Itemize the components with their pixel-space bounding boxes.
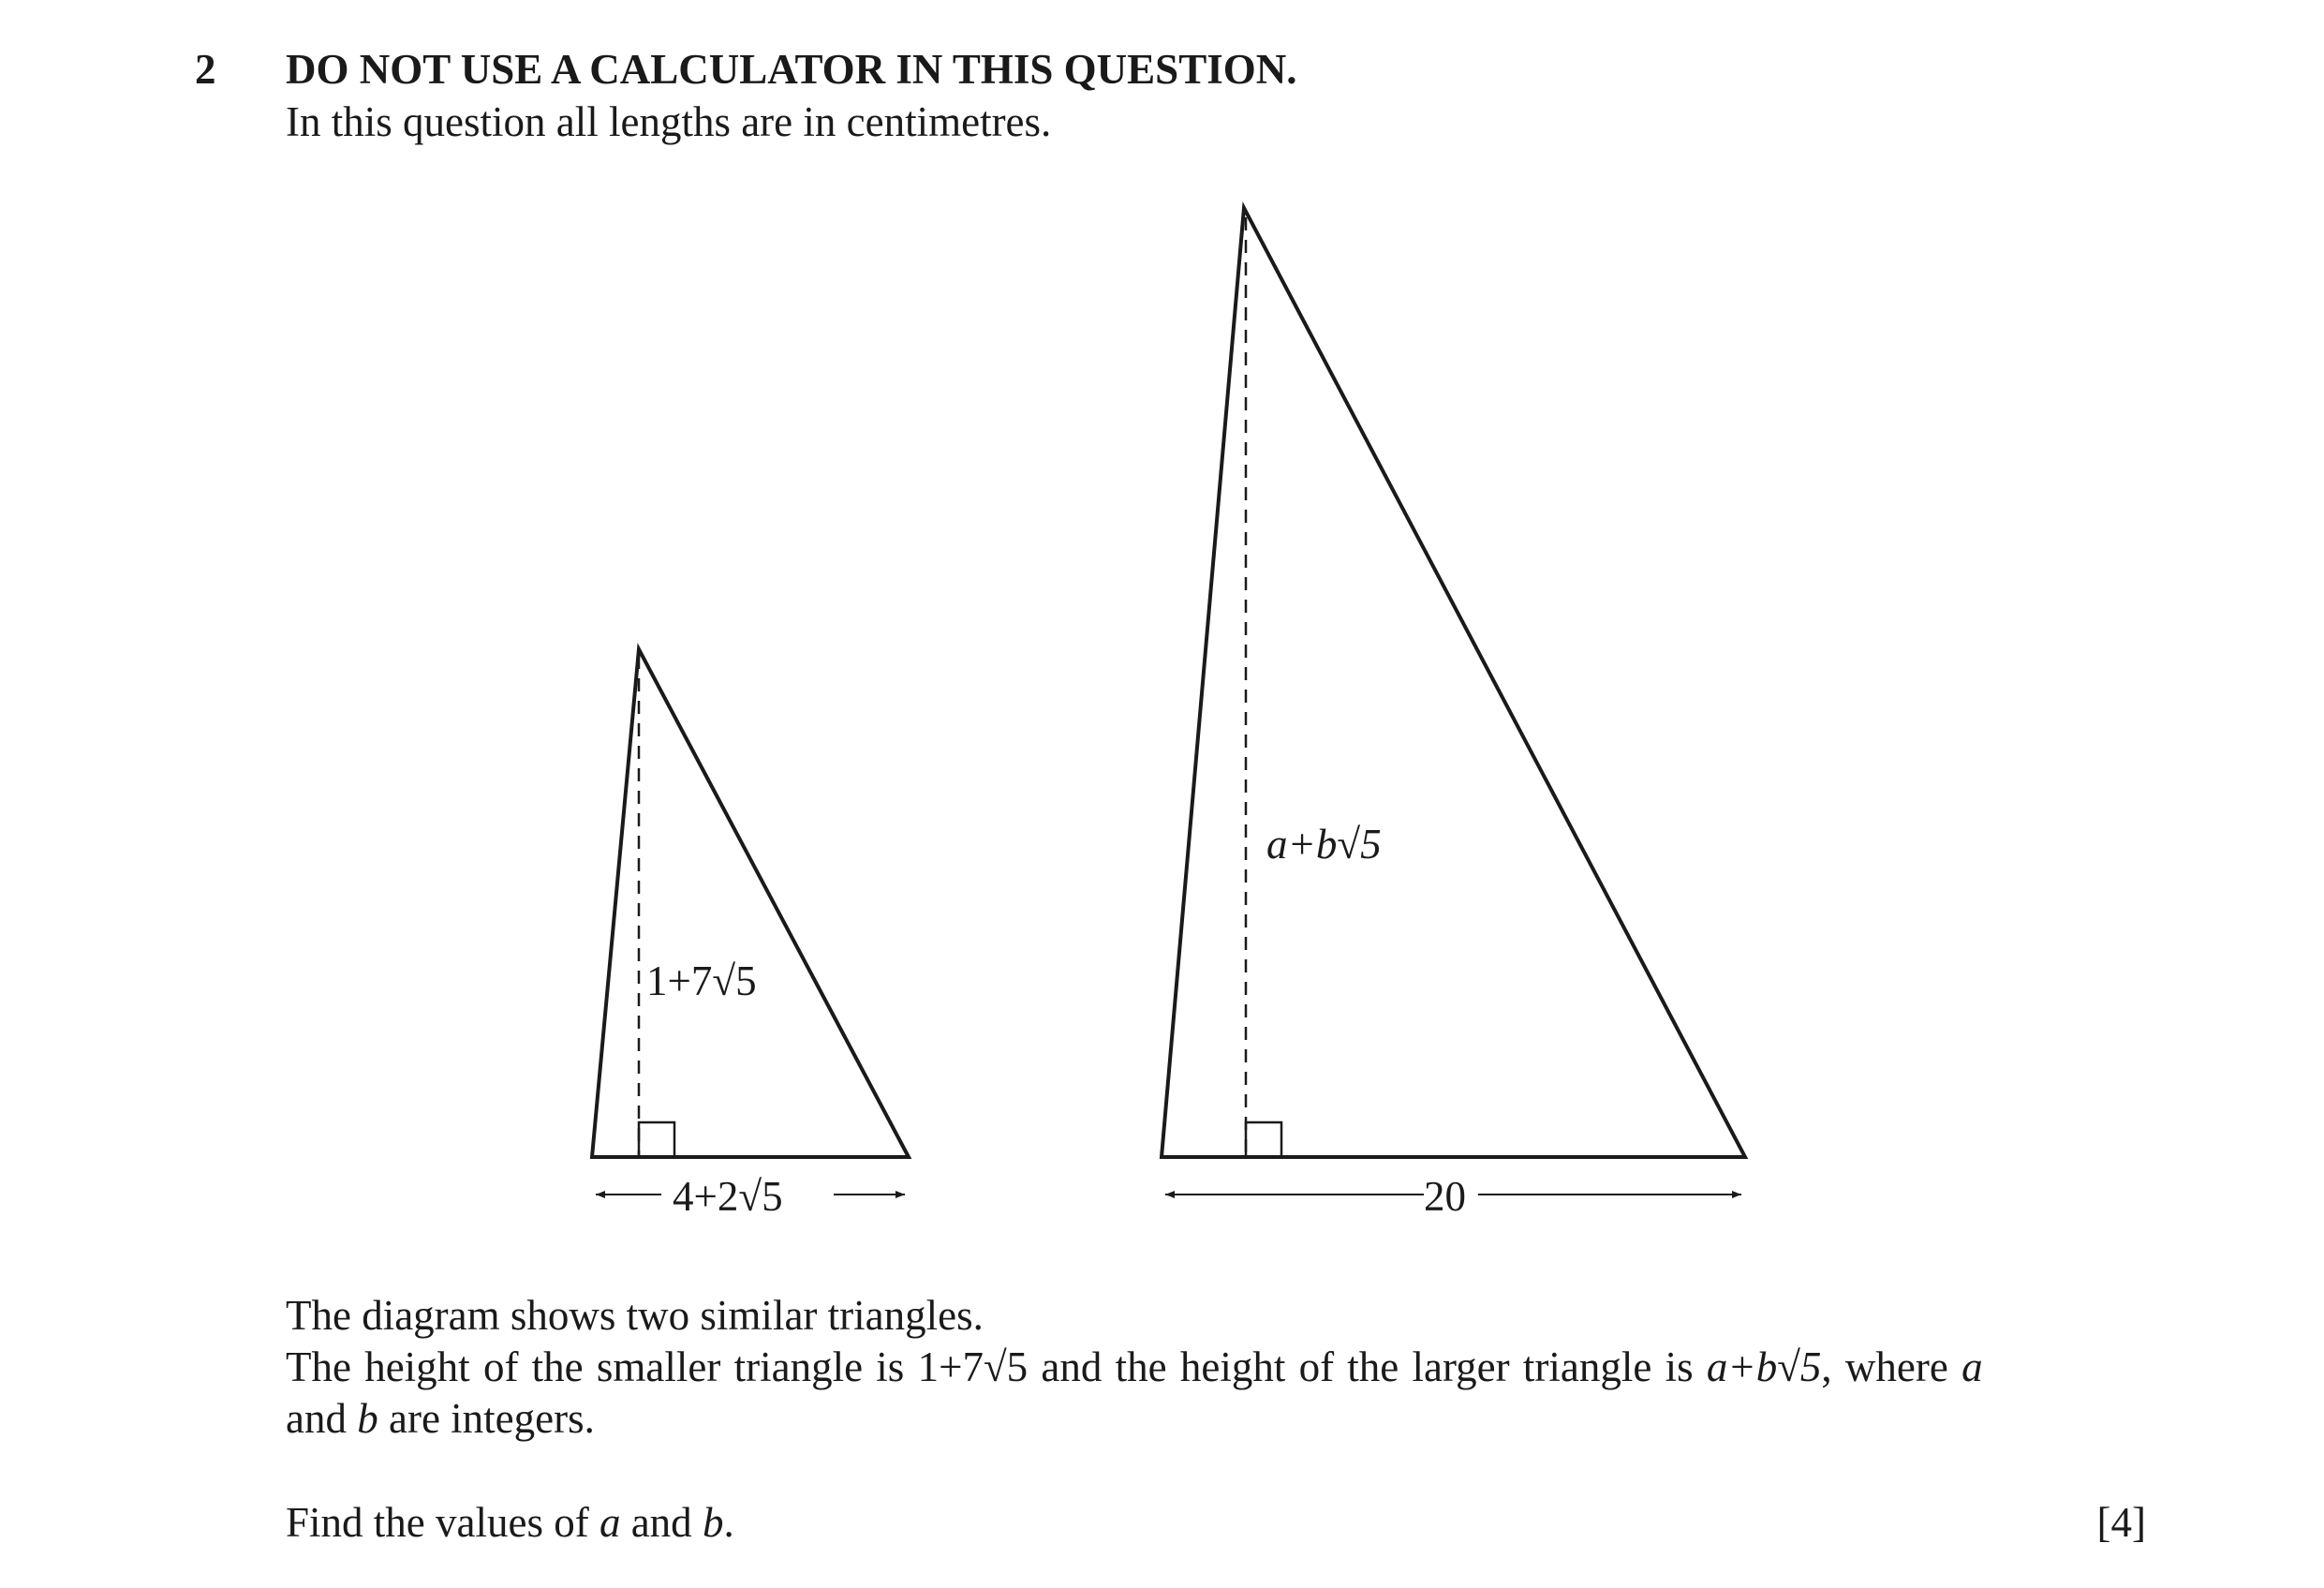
marks-allocation: [4]	[2096, 1499, 2146, 1546]
body-line-3-part-c: are integers.	[377, 1395, 595, 1442]
body-line-2	[286, 1343, 1983, 1391]
variable-a: a	[1961, 1343, 1983, 1390]
variable-b: b	[357, 1395, 378, 1442]
large-triangle-base-label: 20	[1424, 1173, 1466, 1220]
find-part-e: .	[723, 1499, 734, 1546]
large-triangle-right-angle-marker	[1246, 1122, 1281, 1157]
body-line-1: The diagram shows two similar triangles.	[286, 1292, 984, 1339]
find-instruction	[286, 1498, 734, 1547]
body-line-3	[286, 1394, 595, 1443]
large-triangle-height-label: a+b√5	[1266, 821, 1382, 868]
small-triangle	[592, 649, 909, 1220]
small-triangle-right-angle-marker	[639, 1122, 674, 1157]
question-heading: DO NOT USE A CALCULATOR IN THIS QUESTION.	[286, 46, 1297, 93]
find-variable-b: b	[702, 1499, 724, 1546]
question-number: 2	[195, 46, 216, 93]
large-triangle	[1162, 208, 1745, 1220]
question-intro: In this question all lengths are in centimetres.	[286, 98, 1052, 145]
body-line-2-part-c: and the height of the larger triangle is	[1028, 1343, 1707, 1390]
small-triangle-base-label: 4+2√5	[673, 1173, 783, 1220]
large-height-expression: a+b√5	[1706, 1343, 1822, 1390]
body-line-3-part-a: and	[286, 1395, 358, 1442]
large-triangle-outline	[1162, 208, 1745, 1157]
find-variable-a: a	[599, 1499, 621, 1546]
find-part-a: Find the values of	[286, 1499, 600, 1546]
body-line-2-part-e: , where	[1821, 1343, 1962, 1390]
find-part-c: and	[620, 1499, 703, 1546]
small-triangle-height-label: 1+7√5	[646, 957, 757, 1004]
body-line-2-part-a: The height of the smaller triangle is	[286, 1343, 918, 1390]
small-height-expression: 1+7√5	[917, 1343, 1029, 1390]
